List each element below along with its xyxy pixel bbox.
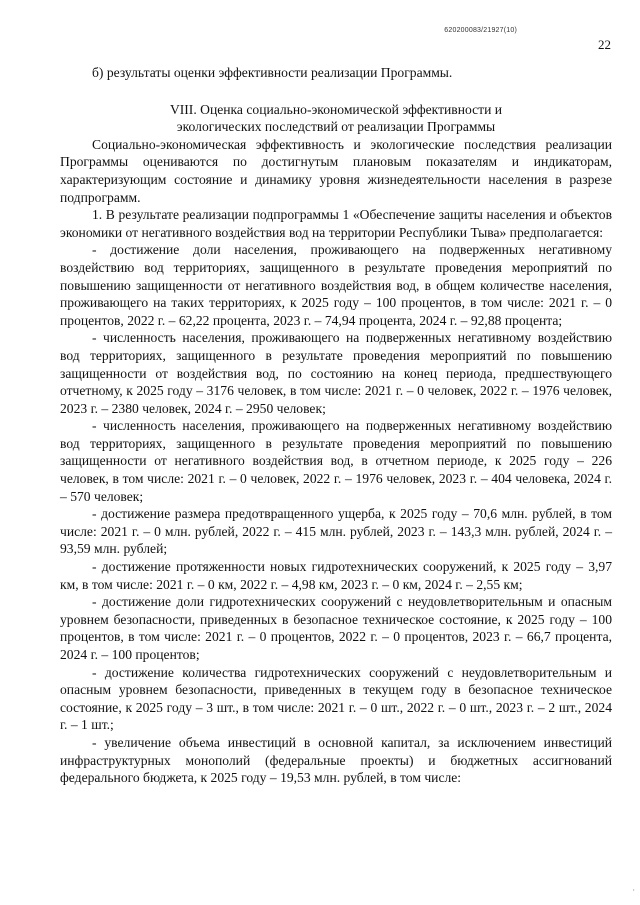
bullet-structures-length: - достижение протяженности новых гидротехнических сооружений, к 2025 году – 3,97 км, в том числе: 2021 г. – 0 км, 2022 г. – 4,98 км, 2023 г. – 0 км, 2024 г. – 2,55 км;: [60, 559, 612, 592]
bullet-population-share: - достижение доли населения, проживающего на подверженных негативному воздействию вод территориях, защищенного в результате проведения мероприятий по повышению защищенности от негативного воздействия вод, в общем количестве населения, проживающего на таких территориях, к 2025 году – 100 процентов, в том числе: 2021 г. – 0 процентов, 2022 г. – 62,22 процента, 2023 г. – 74,94 процента, 2024 г. – 92,88 процента;: [60, 242, 612, 328]
page-content: [60, 64, 612, 787]
paragraph-subprogram-1: 1. В результате реализации подпрограммы 1 «Обеспечение защиты населения и объектов экономики от негативного воздействия вод на территории Республики Тыва» предполагается:: [60, 207, 612, 240]
section-heading: [60, 101, 612, 136]
subsection-b-title: б) результаты оценки эффективности реализации Программы.: [92, 65, 453, 80]
bullet-population-protected-current: - численность населения, проживающего на подверженных негативному воздействию вод территориях, защищенного в результате проведения мероприятий по повышению защищенности от негативного воздействия вод, в отчетном периоде, к 2025 году – 226 человек, в том числе: 2021 г. – 0 человек, 2022 г. – 1976 человек, 2023 г. – 404 человека, 2024 г. – 570 человек;: [60, 418, 612, 504]
page-number: 22: [598, 37, 611, 52]
bullet-structures-count: - достижение количества гидротехнических сооружений с неудовлетворительным и опасным уровнем безопасности, приведенных в текущем году в безопасное техническое состояние, к 2025 году – 3 шт., в том числе: 2021 г. – 0 шт., 2022 г. – 0 шт., 2023 г. – 2 шт., 2024 г. – 1 шт.;: [60, 664, 612, 733]
bullet-prevented-damage: - достижение размера предотвращенного ущерба, к 2025 году – 70,6 млн. рублей, в том числе: 2021 г. – 0 млн. рублей, 2022 г. – 415 млн. рублей, 2023 г. – 143,3 млн. рублей, 2024 г. – 93,59 млн. рублей;: [60, 506, 612, 557]
scan-mark: ·: [632, 886, 635, 895]
bullet-population-protected-prior: - численность населения, проживающего на подверженных негативному воздействию вод территориях, защищенного в результате проведения мероприятий по повышению защищенности от воздействия вод, по состоянию на конец периода, предшествующего отчетному, к 2025 году – 3176 человек, в том числе: 2021 г. – 0 человек, 2022 г. – 1976 человек, 2023 г. – 2380 человек, 2024 г. – 2950 человек;: [60, 330, 612, 416]
document-code: 620200083/21927(10): [444, 27, 517, 34]
section-heading-line-2: экологических последствий от реализации Программы: [176, 119, 496, 135]
paragraph-intro: Социально-экономическая эффективность и экологические последствия реализации Программы оцениваются по достигнутым плановым показателям и индикаторам, характеризующим состояние и динамику уровня жизнедеятельности населения в разрезе подпрограмм.: [60, 136, 612, 205]
bullet-structures-share: - достижение доли гидротехнических сооружений с неудовлетворительным и опасным уровнем безопасности, приведенных в безопасное техническое состояние, к 2025 году – 100 процентов, в том числе: 2021 г. – 0 процентов, 2022 г. – 0 процентов, 2023 г. – 66,7 процента, 2024 г. – 100 процентов;: [60, 594, 612, 662]
bullet-investments: - увеличение объема инвестиций в основной капитал, за исключением инвестиций инфраструктурных монополий (федеральные проекты) и бюджетных ассигнований федерального бюджета, к 2025 году – 19,53 млн. рублей, в том числе:: [60, 734, 612, 786]
section-heading-line-1: VIII. Оценка социально-экономической эффективности и: [169, 101, 503, 117]
